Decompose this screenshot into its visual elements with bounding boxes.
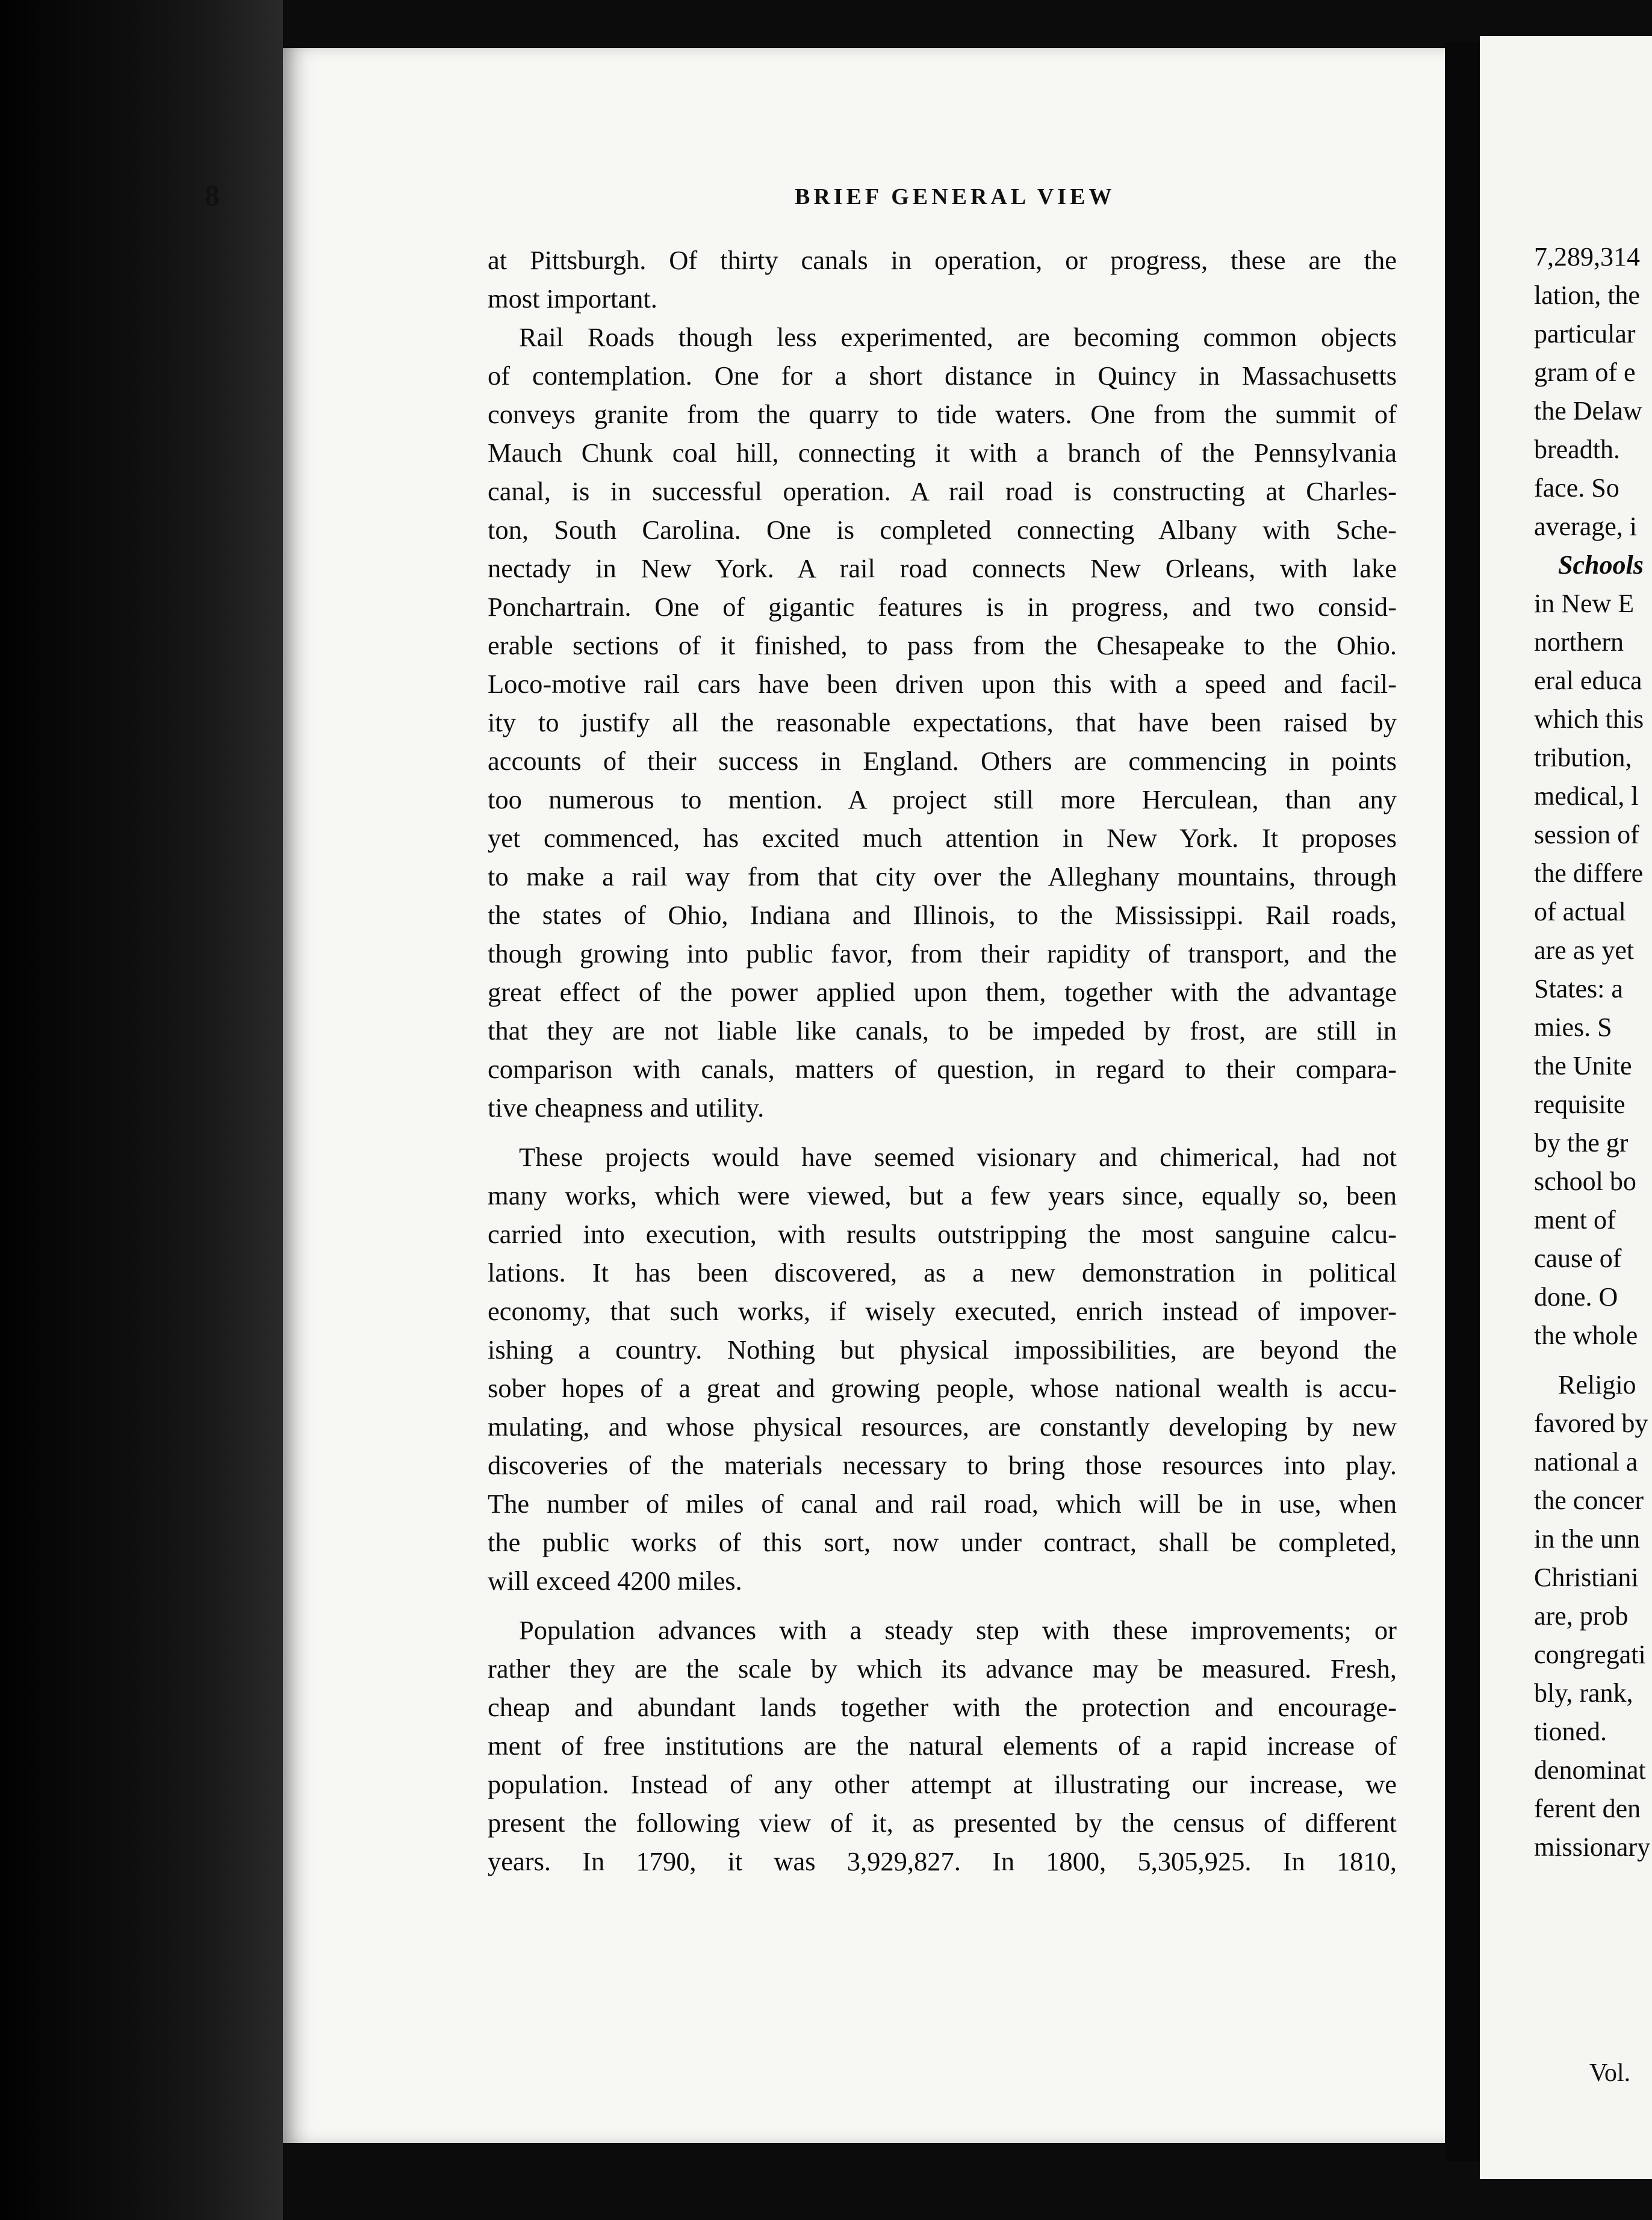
- right-text-line: cause of: [1534, 1244, 1622, 1273]
- scan-left-margin: [0, 0, 283, 2220]
- right-text-line: 7,289,314: [1534, 242, 1640, 271]
- text-line: accounts of their success in England. Others are commencing in points: [488, 746, 1397, 776]
- right-text-line: medical, l: [1534, 781, 1639, 811]
- right-text-line: of actual: [1534, 897, 1626, 926]
- right-text-line: the concer: [1534, 1486, 1644, 1515]
- text-line: canal, is in successful operation. A rail road is constructing at Charles-: [488, 476, 1397, 506]
- text-line: ton, South Carolina. One is completed connecting Albany with Sche-: [488, 515, 1397, 545]
- text-line: population. Instead of any other attempt at illustrating our increase, we: [488, 1769, 1397, 1799]
- right-text-line: bly, rank,: [1534, 1678, 1633, 1708]
- text-line: cheap and abundant lands together with the protection and encourage-: [488, 1692, 1397, 1722]
- right-text-line: denominat: [1534, 1755, 1646, 1785]
- text-line: yet commenced, has excited much attention in New York. It proposes: [488, 823, 1397, 853]
- text-line: Loco-motive rail cars have been driven upon this with a speed and facil-: [488, 669, 1397, 699]
- text-line: many works, which were viewed, but a few years since, equally so, been: [488, 1180, 1397, 1211]
- right-text-line: the Unite: [1534, 1051, 1632, 1081]
- right-text-line: the differe: [1534, 858, 1644, 888]
- right-text-line: ment of: [1534, 1205, 1616, 1235]
- right-text-line: session of: [1534, 820, 1639, 849]
- text-line: erable sections of it finished, to pass from the Chesapeake to the Ohio.: [488, 630, 1397, 660]
- text-line: These projects would have seemed visionary and chimerical, had not: [519, 1142, 1397, 1172]
- body-text: [488, 241, 1397, 1880]
- right-text-line: missionary: [1534, 1832, 1651, 1862]
- text-line: Mauch Chunk coal hill, connecting it with a branch of the Pennsylvania: [488, 438, 1397, 468]
- right-text-line: national a: [1534, 1447, 1638, 1477]
- right-text-line: gram of e: [1534, 358, 1636, 387]
- text-line: mulating, and whose physical resources, are constantly developing by new: [488, 1412, 1397, 1442]
- text-line: years. In 1790, it was 3,929,827. In 1800, 5,305,925. In 1810,: [488, 1846, 1397, 1876]
- text-line: will exceed 4200 miles.: [488, 1566, 742, 1596]
- right-text-line: Religio: [1558, 1370, 1636, 1400]
- page-number: 8: [205, 178, 220, 212]
- right-text-line: favored by: [1534, 1409, 1648, 1438]
- text-line: the public works of this sort, now under contract, shall be completed,: [488, 1527, 1397, 1557]
- text-line: most important.: [488, 284, 657, 314]
- right-text-line: States: a: [1534, 974, 1623, 1003]
- text-line: Population advances with a steady step with these improvements; or: [519, 1615, 1397, 1645]
- text-line: carried into execution, with results outstripping the most sanguine calcu-: [488, 1219, 1397, 1249]
- right-text-line: in the unn: [1534, 1524, 1640, 1554]
- text-line: tive cheapness and utility.: [488, 1093, 765, 1123]
- text-line: The number of miles of canal and rail road, which will be in use, when: [488, 1489, 1397, 1519]
- text-line: that they are not liable like canals, to be impeded by frost, are still in: [488, 1015, 1397, 1046]
- right-text-line: congregati: [1534, 1640, 1646, 1669]
- text-line: comparison with canals, matters of question, in regard to their compara-: [488, 1054, 1397, 1084]
- text-line: ishing a country. Nothing but physical impossibilities, are beyond the: [488, 1335, 1397, 1365]
- right-text-line: breadth.: [1534, 435, 1620, 464]
- right-text-line: particular: [1534, 319, 1636, 349]
- text-line: Rail Roads though less experimented, are becoming common objects: [519, 322, 1397, 352]
- right-text-line: the Delaw: [1534, 396, 1642, 426]
- right-text-line: mies. S: [1534, 1012, 1612, 1042]
- text-line: conveys granite from the quarry to tide waters. One from the summit of: [488, 399, 1397, 429]
- text-line: economy, that such works, if wisely executed, enrich instead of impover-: [488, 1296, 1397, 1326]
- right-text-line: done. O: [1534, 1282, 1618, 1312]
- text-line: nectady in New York. A rail road connects New Orleans, with lake: [488, 553, 1397, 583]
- volume-signature-mark: Vol.: [1589, 2059, 1631, 2087]
- right-text-line: by the gr: [1534, 1128, 1629, 1158]
- text-line: rather they are the scale by which its advance may be measured. Fresh,: [488, 1654, 1397, 1684]
- right-page-text: [1534, 238, 1652, 1867]
- right-text-line: northern: [1534, 627, 1624, 657]
- text-line: discoveries of the materials necessary to bring those resources into play.: [488, 1450, 1397, 1480]
- right-text-line: Christiani: [1534, 1563, 1639, 1592]
- right-text-line: are as yet: [1534, 935, 1635, 965]
- right-text-line: are, prob: [1534, 1601, 1629, 1631]
- text-line: at Pittsburgh. Of thirty canals in operation, or progress, these are the: [488, 245, 1397, 275]
- right-text-line: school bo: [1534, 1167, 1636, 1196]
- right-text-line: in New E: [1534, 589, 1635, 618]
- text-line: great effect of the power applied upon them, together with the advantage: [488, 977, 1397, 1007]
- right-text-line: tioned.: [1534, 1717, 1607, 1746]
- text-line: too numerous to mention. A project still more Herculean, than any: [488, 784, 1397, 814]
- text-line: present the following view of it, as presented by the census of different: [488, 1808, 1397, 1838]
- right-text-line: eral educa: [1534, 666, 1642, 695]
- right-text-line: average, i: [1534, 512, 1637, 541]
- right-text-line: ferent den: [1534, 1794, 1641, 1823]
- running-head: BRIEF GENERAL VIEW: [795, 184, 1116, 209]
- text-line: ity to justify all the reasonable expectations, that have been raised by: [488, 707, 1397, 737]
- text-line: of contemplation. One for a short distance in Quincy in Massachusetts: [488, 361, 1397, 391]
- right-text-line: requisite: [1534, 1090, 1626, 1119]
- right-text-line: tribution,: [1534, 743, 1632, 772]
- right-text-line: the whole: [1534, 1321, 1638, 1350]
- text-line: sober hopes of a great and growing people, whose national wealth is accu-: [488, 1373, 1397, 1403]
- right-text-line: which this: [1534, 704, 1644, 734]
- right-text-line: lation, the: [1534, 281, 1640, 310]
- page-gutter: [1445, 42, 1480, 2161]
- text-line: to make a rail way from that city over the Alleghany mountains, through: [488, 861, 1397, 891]
- text-line: lations. It has been discovered, as a new demonstration in political: [488, 1257, 1397, 1288]
- right-text-line: Schools: [1558, 550, 1644, 580]
- text-line: ment of free institutions are the natural elements of a rapid increase of: [488, 1731, 1397, 1761]
- text-line: the states of Ohio, Indiana and Illinois, to the Mississippi. Rail roads,: [488, 900, 1397, 930]
- text-line: Ponchartrain. One of gigantic features is in progress, and two consid-: [488, 592, 1397, 622]
- text-line: though growing into public favor, from their rapidity of transport, and the: [488, 938, 1397, 969]
- right-text-line: face. So: [1534, 473, 1619, 503]
